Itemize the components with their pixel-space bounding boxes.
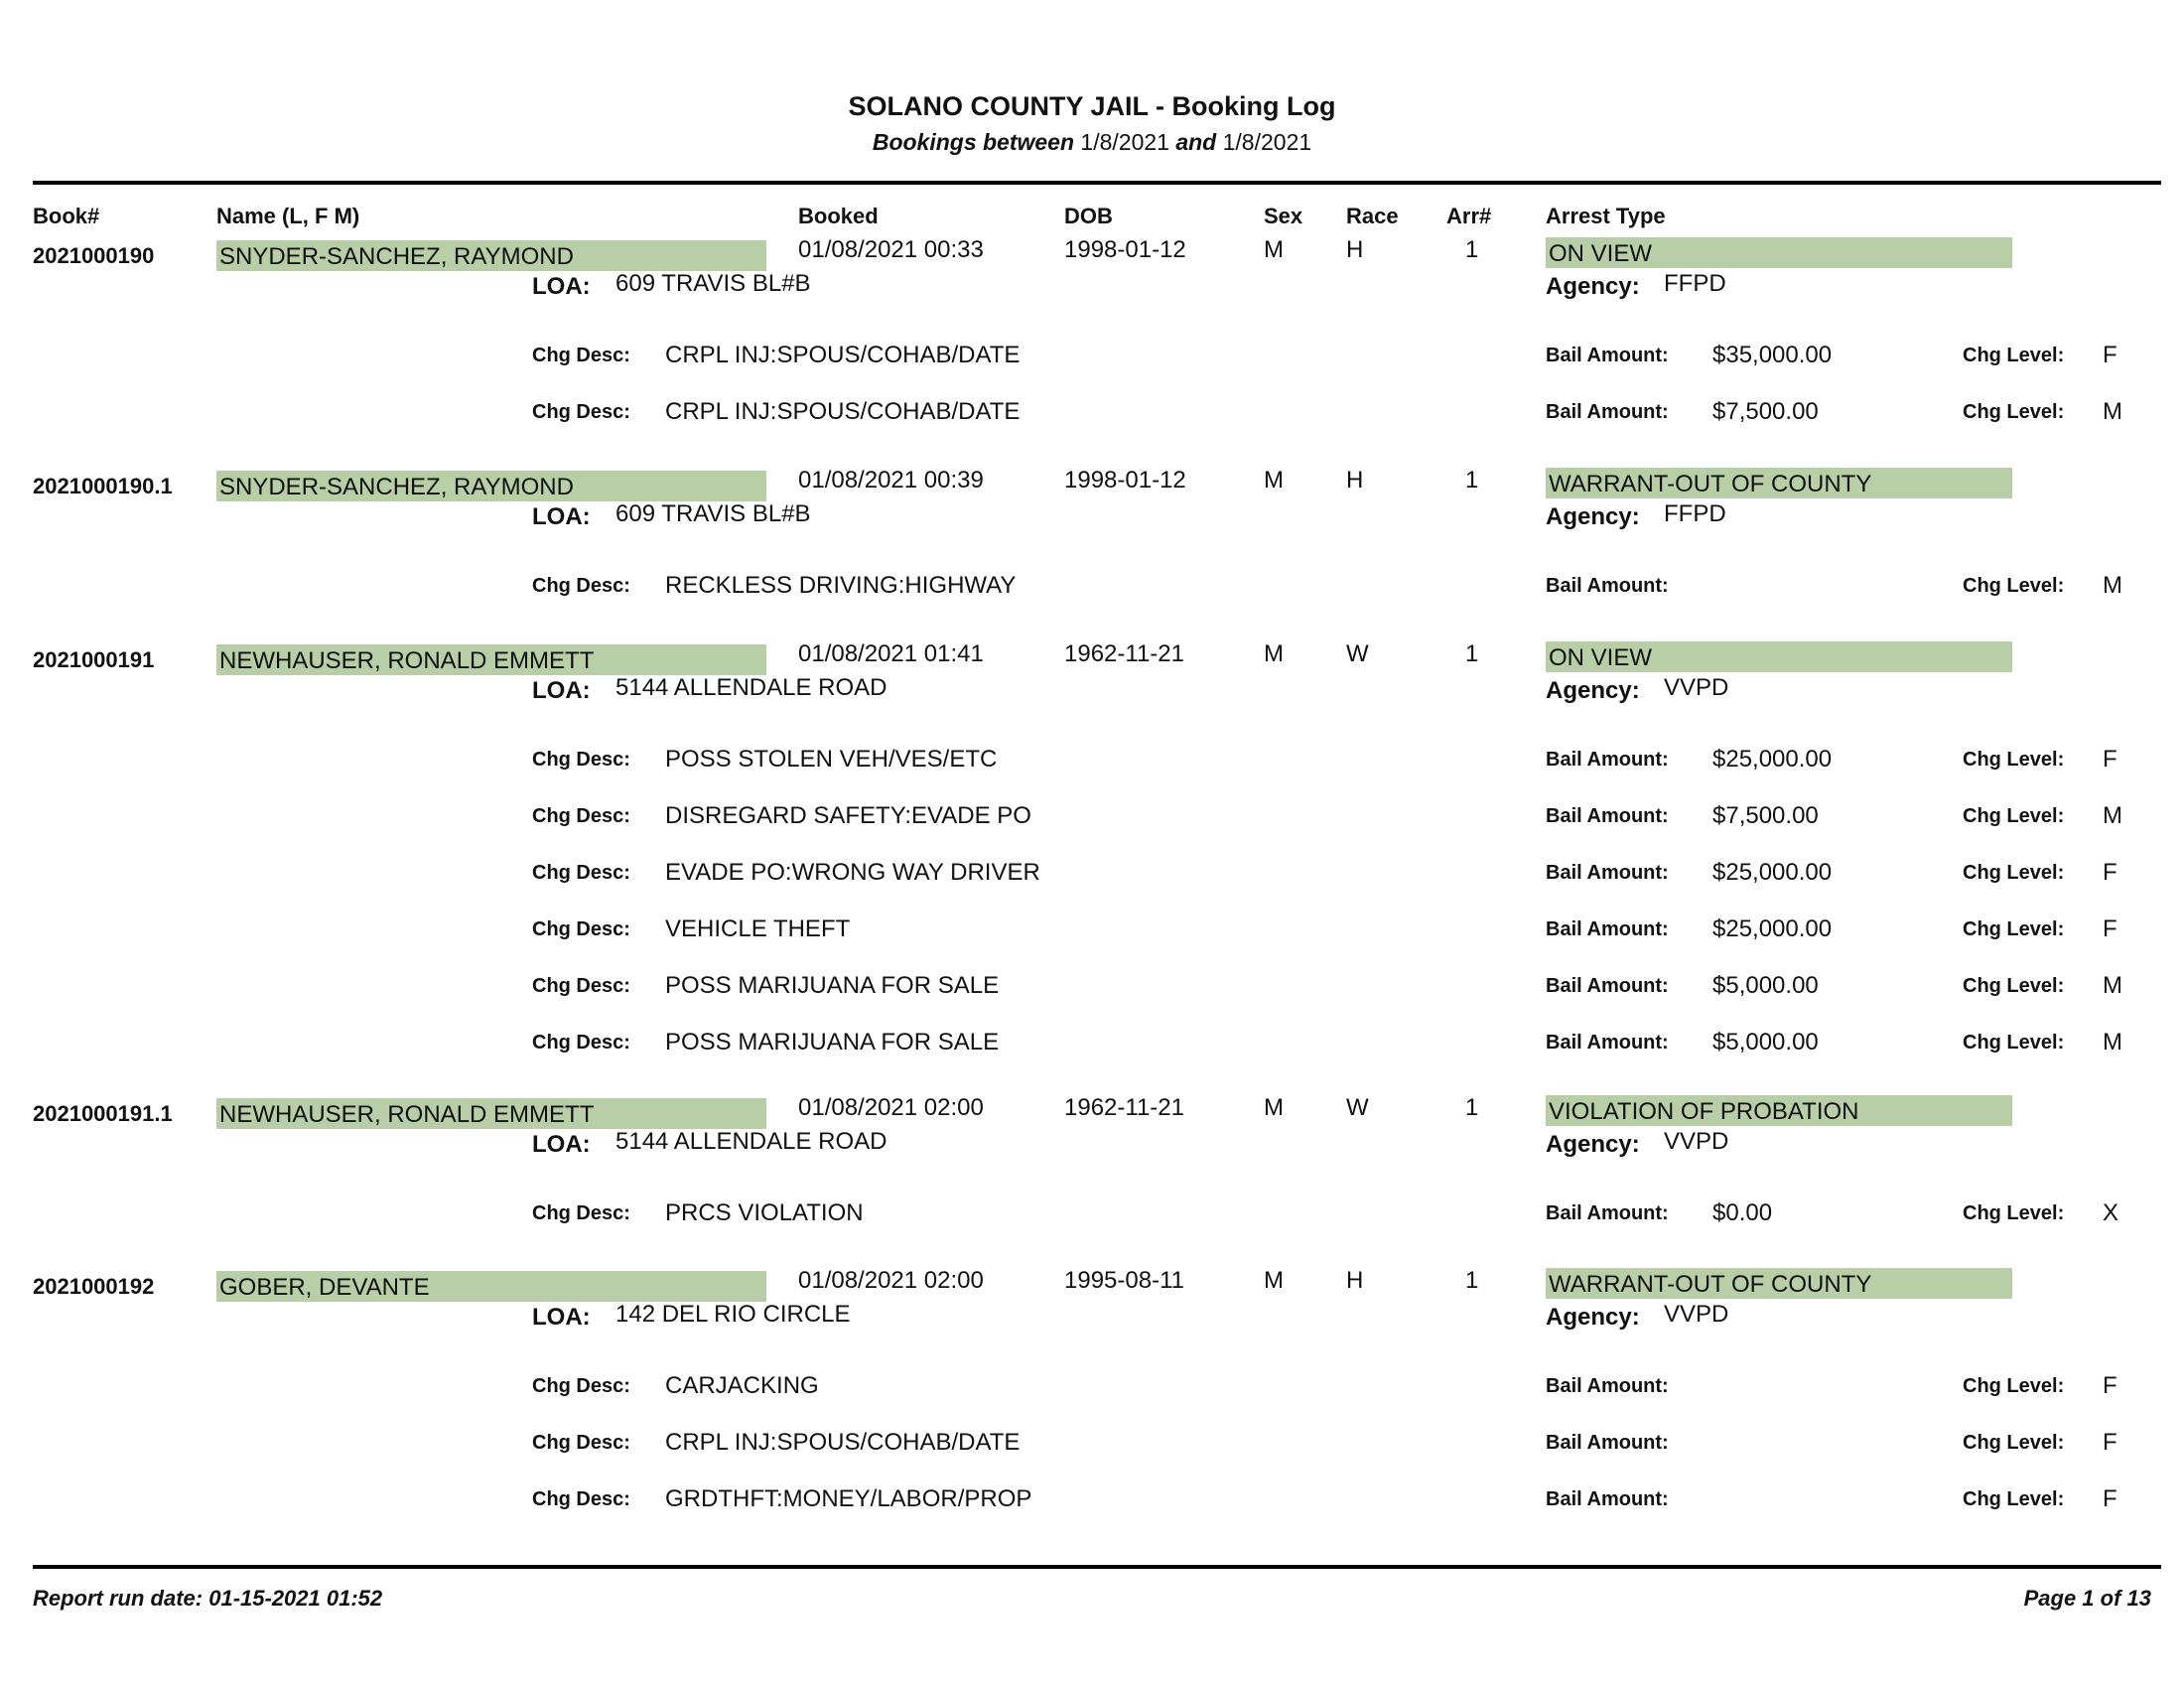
booking-number: 2021000190: [33, 243, 155, 268]
date-to: 1/8/2021: [1222, 129, 1312, 155]
bail-amount: $7,500.00: [1712, 398, 1819, 425]
charge-level-label: Chg Level:: [1963, 975, 2065, 997]
arrest-type-badge: ON VIEW: [1546, 641, 2012, 672]
booked-datetime: 01/08/2021 02:00: [798, 1267, 984, 1294]
bail-amount-label: Bail Amount:: [1546, 749, 1669, 771]
bail-amount: $25,000.00: [1712, 746, 1833, 773]
bail-amount-label: Bail Amount:: [1546, 805, 1669, 827]
sex-value: M: [1264, 236, 1284, 263]
inmate-name: NEWHAUSER, RONALD EMMETT: [216, 1098, 766, 1129]
subtitle-and: and: [1175, 129, 1217, 155]
arrest-type-badge: ON VIEW: [1546, 237, 2012, 268]
agency-label: Agency:: [1546, 677, 1640, 704]
charge-level-label: Chg Level:: [1963, 1375, 2065, 1397]
loa-address: 609 TRAVIS BL#B: [615, 500, 811, 527]
charge-desc-label: Chg Desc:: [532, 1375, 630, 1397]
charge-description: CRPL INJ:SPOUS/COHAB/DATE: [665, 398, 1021, 425]
charge-description: POSS MARIJUANA FOR SALE: [665, 1029, 1000, 1055]
charge-level: F: [2103, 915, 2117, 942]
loa-address: 5144 ALLENDALE ROAD: [615, 1128, 887, 1155]
race-value: H: [1346, 1267, 1364, 1294]
charge-level-label: Chg Level:: [1963, 401, 2065, 423]
charge-description: CARJACKING: [665, 1372, 819, 1399]
bail-amount-label: Bail Amount:: [1546, 575, 1669, 597]
date-of-birth: 1995-08-11: [1064, 1267, 1184, 1294]
booking-number: 2021000190.1: [33, 474, 173, 498]
arrest-type-badge: WARRANT-OUT OF COUNTY: [1546, 468, 2012, 498]
loa-label: LOA:: [532, 677, 591, 704]
race-value: W: [1346, 640, 1369, 667]
booking-number: 2021000191: [33, 647, 155, 672]
report-subtitle: [0, 129, 2184, 156]
arrest-type-badge: WARRANT-OUT OF COUNTY: [1546, 1268, 2012, 1299]
agency-label: Agency:: [1546, 1304, 1640, 1331]
charge-level-label: Chg Level:: [1963, 749, 2065, 771]
inmate-name: SNYDER-SANCHEZ, RAYMOND: [216, 471, 766, 501]
date-of-birth: 1998-01-12: [1064, 236, 1186, 263]
sex-value: M: [1264, 1094, 1284, 1121]
charge-desc-label: Chg Desc:: [532, 401, 630, 423]
agency-label: Agency:: [1546, 273, 1640, 300]
col-header-race: Race: [1346, 204, 1399, 228]
charge-level-label: Chg Level:: [1963, 1202, 2065, 1224]
race-value: W: [1346, 1094, 1369, 1121]
agency-value: FFPD: [1664, 500, 1726, 527]
charge-description: PRCS VIOLATION: [665, 1199, 864, 1226]
charge-description: GRDTHFT:MONEY/LABOR/PROP: [665, 1485, 1032, 1512]
bail-amount: $0.00: [1712, 1199, 1773, 1226]
inmate-name: NEWHAUSER, RONALD EMMETT: [216, 644, 766, 675]
charge-level-label: Chg Level:: [1963, 1488, 2065, 1510]
charge-level: M: [2103, 1029, 2122, 1055]
bail-amount-label: Bail Amount:: [1546, 1432, 1669, 1454]
bail-amount-label: Bail Amount:: [1546, 862, 1669, 884]
charge-desc-label: Chg Desc:: [532, 1202, 630, 1224]
charge-level: F: [2103, 342, 2117, 368]
charge-description: POSS MARIJUANA FOR SALE: [665, 972, 1000, 999]
col-header-sex: Sex: [1264, 204, 1303, 228]
bail-amount-label: Bail Amount:: [1546, 1375, 1669, 1397]
charge-description: CRPL INJ:SPOUS/COHAB/DATE: [665, 1429, 1021, 1456]
agency-label: Agency:: [1546, 503, 1640, 530]
col-header-book: Book#: [33, 204, 100, 228]
header-rule: [33, 181, 2161, 185]
agency-label: Agency:: [1546, 1131, 1640, 1158]
col-header-booked: Booked: [798, 204, 879, 228]
charge-level-label: Chg Level:: [1963, 575, 2065, 597]
arrest-type-badge: VIOLATION OF PROBATION: [1546, 1095, 2012, 1126]
charge-level: X: [2103, 1199, 2119, 1226]
booked-datetime: 01/08/2021 00:33: [798, 236, 984, 263]
arrest-count: 1: [1465, 640, 1479, 667]
charge-desc-label: Chg Desc:: [532, 862, 630, 884]
bail-amount: $25,000.00: [1712, 915, 1833, 942]
col-header-name: Name (L, F M): [216, 204, 360, 228]
sex-value: M: [1264, 640, 1284, 667]
race-value: H: [1346, 236, 1364, 263]
bail-amount-label: Bail Amount:: [1546, 401, 1669, 423]
bail-amount-label: Bail Amount:: [1546, 1202, 1669, 1224]
loa-label: LOA:: [532, 273, 591, 300]
bail-amount-label: Bail Amount:: [1546, 1488, 1669, 1510]
race-value: H: [1346, 467, 1364, 493]
loa-label: LOA:: [532, 1304, 591, 1331]
charge-level-label: Chg Level:: [1963, 918, 2065, 940]
bail-amount-label: Bail Amount:: [1546, 975, 1669, 997]
report-title: SOLANO COUNTY JAIL - Booking Log: [848, 91, 1336, 121]
bail-amount-label: Bail Amount:: [1546, 918, 1669, 940]
date-of-birth: 1998-01-12: [1064, 467, 1186, 493]
charge-desc-label: Chg Desc:: [532, 975, 630, 997]
booking-number: 2021000192: [33, 1274, 155, 1299]
loa-address: 5144 ALLENDALE ROAD: [615, 674, 887, 701]
booked-datetime: 01/08/2021 02:00: [798, 1094, 984, 1121]
date-from: 1/8/2021: [1080, 129, 1169, 155]
charge-level: M: [2103, 972, 2122, 999]
booked-datetime: 01/08/2021 00:39: [798, 467, 984, 493]
arrest-count: 1: [1465, 467, 1479, 493]
charge-level: F: [2103, 746, 2117, 773]
loa-label: LOA:: [532, 1131, 591, 1158]
bail-amount: $35,000.00: [1712, 342, 1833, 368]
loa-label: LOA:: [532, 503, 591, 530]
bail-amount: $7,500.00: [1712, 802, 1819, 829]
col-header-dob: DOB: [1064, 204, 1113, 228]
charge-level: F: [2103, 1372, 2117, 1399]
charge-level: F: [2103, 1429, 2117, 1456]
charge-desc-label: Chg Desc:: [532, 749, 630, 771]
date-of-birth: 1962-11-21: [1064, 1094, 1184, 1121]
col-header-arrest-type: Arrest Type: [1546, 204, 1666, 228]
bail-amount: $5,000.00: [1712, 972, 1819, 999]
charge-desc-label: Chg Desc:: [532, 918, 630, 940]
subtitle-prefix: Bookings between: [872, 129, 1075, 155]
charge-level: M: [2103, 398, 2122, 425]
charge-description: EVADE PO:WRONG WAY DRIVER: [665, 859, 1040, 886]
inmate-name: SNYDER-SANCHEZ, RAYMOND: [216, 240, 766, 271]
charge-desc-label: Chg Desc:: [532, 345, 630, 366]
agency-value: VVPD: [1664, 674, 1729, 701]
charge-level: M: [2103, 572, 2122, 599]
charge-description: CRPL INJ:SPOUS/COHAB/DATE: [665, 342, 1021, 368]
agency-value: VVPD: [1664, 1301, 1729, 1328]
arrest-count: 1: [1465, 1094, 1479, 1121]
charge-level: F: [2103, 859, 2117, 886]
bail-amount: $5,000.00: [1712, 1029, 1819, 1055]
charge-level-label: Chg Level:: [1963, 1032, 2065, 1054]
charge-description: DISREGARD SAFETY:EVADE PO: [665, 802, 1031, 829]
bail-amount: $25,000.00: [1712, 859, 1833, 886]
bail-amount-label: Bail Amount:: [1546, 345, 1669, 366]
charge-level: M: [2103, 802, 2122, 829]
footer-rule: [33, 1565, 2161, 1569]
charge-desc-label: Chg Desc:: [532, 575, 630, 597]
arrest-count: 1: [1465, 1267, 1479, 1294]
charge-description: VEHICLE THEFT: [665, 915, 851, 942]
charge-level-label: Chg Level:: [1963, 1432, 2065, 1454]
loa-address: 142 DEL RIO CIRCLE: [615, 1301, 851, 1328]
charge-level-label: Chg Level:: [1963, 345, 2065, 366]
inmate-name: GOBER, DEVANTE: [216, 1271, 766, 1302]
charge-level-label: Chg Level:: [1963, 805, 2065, 827]
booked-datetime: 01/08/2021 01:41: [798, 640, 984, 667]
loa-address: 609 TRAVIS BL#B: [615, 270, 811, 297]
charge-description: POSS STOLEN VEH/VES/ETC: [665, 746, 998, 773]
charge-description: RECKLESS DRIVING:HIGHWAY: [665, 572, 1017, 599]
charge-desc-label: Chg Desc:: [532, 1432, 630, 1454]
arrest-count: 1: [1465, 236, 1479, 263]
page-number: Page 1 of 13: [2023, 1586, 2151, 1611]
date-of-birth: 1962-11-21: [1064, 640, 1184, 667]
col-header-arr: Arr#: [1446, 204, 1492, 228]
booking-number: 2021000191.1: [33, 1101, 173, 1126]
report-run-date: Report run date: 01-15-2021 01:52: [33, 1586, 383, 1611]
charge-level-label: Chg Level:: [1963, 862, 2065, 884]
bail-amount-label: Bail Amount:: [1546, 1032, 1669, 1054]
sex-value: M: [1264, 1267, 1284, 1294]
charge-desc-label: Chg Desc:: [532, 1488, 630, 1510]
charge-desc-label: Chg Desc:: [532, 1032, 630, 1054]
agency-value: VVPD: [1664, 1128, 1729, 1155]
charge-desc-label: Chg Desc:: [532, 805, 630, 827]
sex-value: M: [1264, 467, 1284, 493]
charge-level: F: [2103, 1485, 2117, 1512]
agency-value: FFPD: [1664, 270, 1726, 297]
